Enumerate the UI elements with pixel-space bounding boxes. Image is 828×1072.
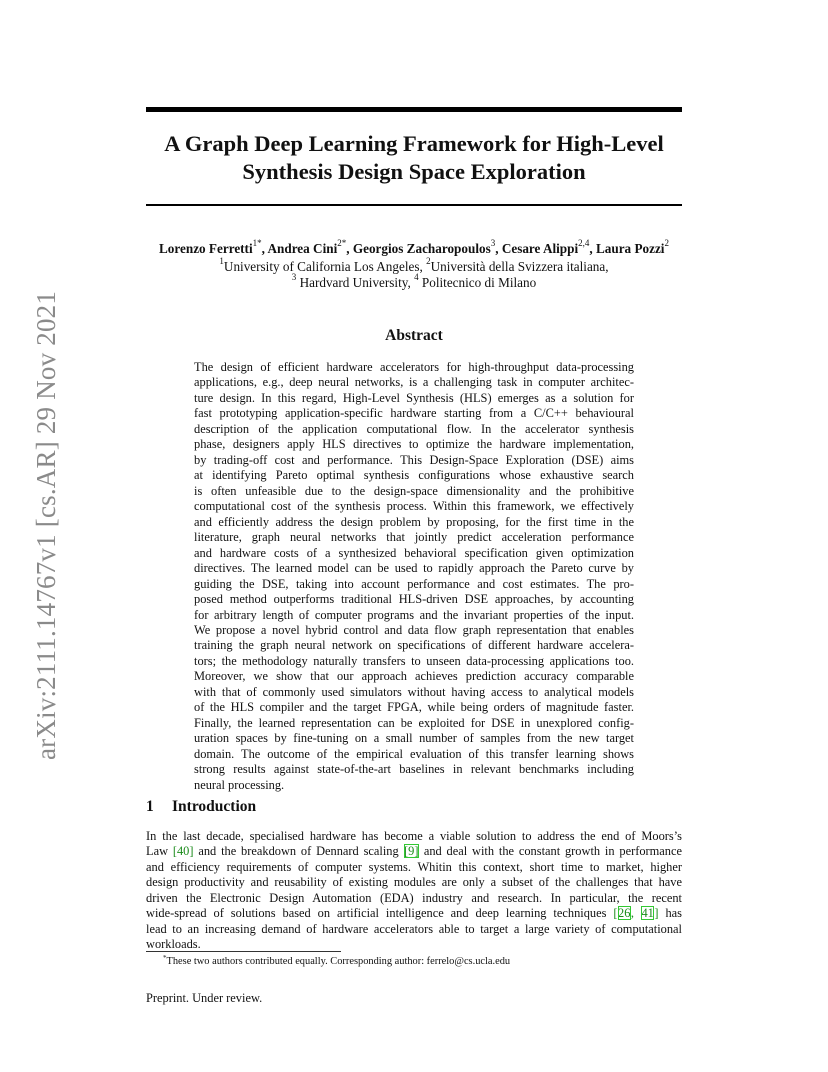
abstract-line: and efficiently address the design problem by proposing, for the first time in the: [194, 514, 634, 529]
abstract-line: training the graph neural network on specifications of different hardware accelera-: [194, 638, 634, 653]
footnote-rule: [146, 951, 341, 952]
title-line: A Graph Deep Learning Framework for High-Level: [164, 131, 664, 156]
citation-link[interactable]: [9]: [404, 844, 419, 859]
footnote: [163, 956, 510, 967]
abstract-line: Finally, the learned representation can be exploited for DSE in unexplored config-: [194, 715, 634, 730]
text-span: and the breakdown of Dennard scaling: [193, 844, 404, 859]
author-affiliation-mark: 1*: [252, 238, 262, 248]
abstract-line: posed method outperforms traditional HLS-driven DSE approaches, by accounting: [194, 592, 634, 607]
abstract-line: and hardware costs of a synthesized behavioral specification given optimization: [194, 545, 634, 560]
citation-separator: ,: [630, 906, 641, 921]
abstract-line: The design of efficient hardware accelerators for high-throughput data-processing: [194, 360, 634, 374]
abstract-line: tors; the methodology naturally transfers to unseen data-processing applications too.: [194, 653, 634, 668]
citation-bracket: [: [613, 906, 618, 921]
affiliation-text: University of California Los Angeles,: [223, 259, 427, 274]
author-name: Andrea Cini: [267, 241, 338, 256]
title-line: Synthesis Design Space Exploration: [242, 159, 586, 184]
abstract-line: description of the application computational flow. In the accelerator synthesis: [194, 421, 634, 436]
author-name: Georgios Zacharopoulos: [352, 241, 491, 256]
text-span: wide-spread of solutions based on artificial intelligence and deep learning techniques: [146, 906, 614, 921]
citation-link[interactable]: [40]: [172, 844, 194, 859]
footnote-mark: *: [163, 954, 167, 962]
abstract-line: literature, graph neural networks that jointly predict acceleration performance: [194, 530, 634, 545]
author-affiliation-mark: 2*: [337, 238, 347, 248]
affiliation-mark: 4: [414, 272, 419, 282]
abstract-line: strong results against state-of-the-art baselines in relevant benchmarks including: [194, 762, 634, 777]
text-line: lead to an increasing demand of hardware accelerators able to target a large variety of computational: [146, 921, 682, 936]
text-line: [146, 906, 682, 921]
affiliation-line: [146, 272, 682, 291]
abstract-line: Moreover, we show that our approach achieves prediction accuracy comparable: [194, 669, 634, 684]
affiliation-mark: 3: [291, 272, 297, 282]
author-name: Laura Pozzi: [595, 241, 665, 256]
text-line: [146, 844, 682, 859]
abstract-line: We propose a novel hybrid control and data flow graph representation that enables: [194, 622, 634, 637]
abstract-line: of the HLS compiler and the target FPGA, while being orders of magnitude faster.: [194, 700, 634, 715]
affiliation-text: Università della Svizzera italiana,: [430, 259, 609, 274]
abstract-line: ture design. In this regard, High-Level Synthesis (HLS) emerges as a solution for: [194, 390, 634, 405]
section-heading: [146, 798, 256, 816]
paper-title: [146, 130, 682, 186]
affiliation-text: Hardvard University,: [296, 275, 415, 290]
abstract-line: guiding the DSE, taking into account performance and cost estimates. The pro-: [194, 576, 634, 591]
author-affiliation-mark: 2: [664, 238, 669, 248]
section-number: 1: [146, 798, 154, 815]
abstract-line: phase, designers apply HLS directives to optimize the hardware implementation,: [194, 437, 634, 452]
abstract-line: by trading-off cost and performance. This Design-Space Exploration (DSE) aims: [194, 452, 634, 467]
text-span: Law: [146, 844, 173, 859]
abstract-line: applications, e.g., deep neural networks, is a challenging task in computer architec-: [194, 375, 634, 390]
abstract-heading: Abstract: [385, 327, 443, 344]
arxiv-identifier: arXiv:2111.14767v1 [cs.AR] 29 Nov 2021: [30, 290, 61, 760]
footnote-text: These two authors contributed equally. Corresponding author: ferrelo@cs.ucla.edu: [166, 956, 511, 967]
title-bottom-rule: [146, 204, 682, 206]
citation-bracket: ]: [654, 906, 659, 921]
affiliation-mark: 1: [219, 256, 224, 266]
text-line: workloads.: [146, 937, 201, 952]
text-line: driven the Electronic Design Automation (EDA) industry and research. In particular, the recent: [146, 890, 682, 905]
affiliation-mark: 2: [426, 256, 431, 266]
author-affiliation-mark: 2,4: [578, 238, 590, 248]
citation-link[interactable]: 26: [618, 906, 631, 921]
citation-link[interactable]: 41: [641, 906, 654, 921]
author-list: Lorenzo Ferretti$^{1*}$, Andrea Cini$^{2*}$, Georgios Zacharopoulos$^3$, Cesare Alippi$^{2,4}$, Laura Pozzi$^2$: [159, 238, 669, 256]
author-name: Cesare Alippi: [501, 241, 579, 256]
abstract-line: at identifying Pareto optimal synthesis configurations whose exhaustive search: [194, 468, 634, 483]
abstract-body: [194, 360, 634, 793]
affiliation-text: Politecnico di Milano: [418, 275, 537, 290]
abstract-line: uration spaces by fine-tuning on a small number of samples from the new target: [194, 731, 634, 746]
text-line: and efficiency requirements of computer systems. Whitin this context, short time to market, higher: [146, 859, 682, 874]
introduction-body: [146, 829, 682, 953]
preprint-notice: Preprint. Under review.: [146, 991, 263, 1005]
abstract-line: fast prototyping application-specific hardware starting from a C/C++ behavioural: [194, 406, 634, 421]
abstract-line: neural processing.: [194, 777, 285, 792]
text-line: design productivity and reusability of existing modules are only a subset of the challenges that have: [146, 875, 682, 890]
abstract-line: is often unfeasible due to the design-space dimensionality and the prohibitive: [194, 483, 634, 498]
text-span: and deal with the constant growth in performance: [418, 844, 682, 859]
section-title: Introduction: [172, 798, 257, 815]
text-span: has: [658, 906, 682, 921]
author-name: Lorenzo Ferretti: [159, 241, 253, 256]
author-affiliation-mark: 3: [490, 238, 496, 248]
abstract-line: computational cost of the synthesis process. Within this framework, we effectively: [194, 499, 634, 514]
abstract-line: directives. The learned model can be used to rapidly approach the Pareto curve by: [194, 561, 634, 576]
text-line: In the last decade, specialised hardware has become a viable solution to address the end of Moors’s: [146, 829, 682, 843]
abstract-line: for arbitrary length of computer programs and the invariant properties of the input.: [194, 607, 634, 622]
abstract-line: domain. The outcome of the empirical evaluation of this transfer learning shows: [194, 746, 634, 761]
title-top-rule: [146, 107, 682, 112]
abstract-line: with that of commonly used simulators without having access to analytical models: [194, 684, 634, 699]
